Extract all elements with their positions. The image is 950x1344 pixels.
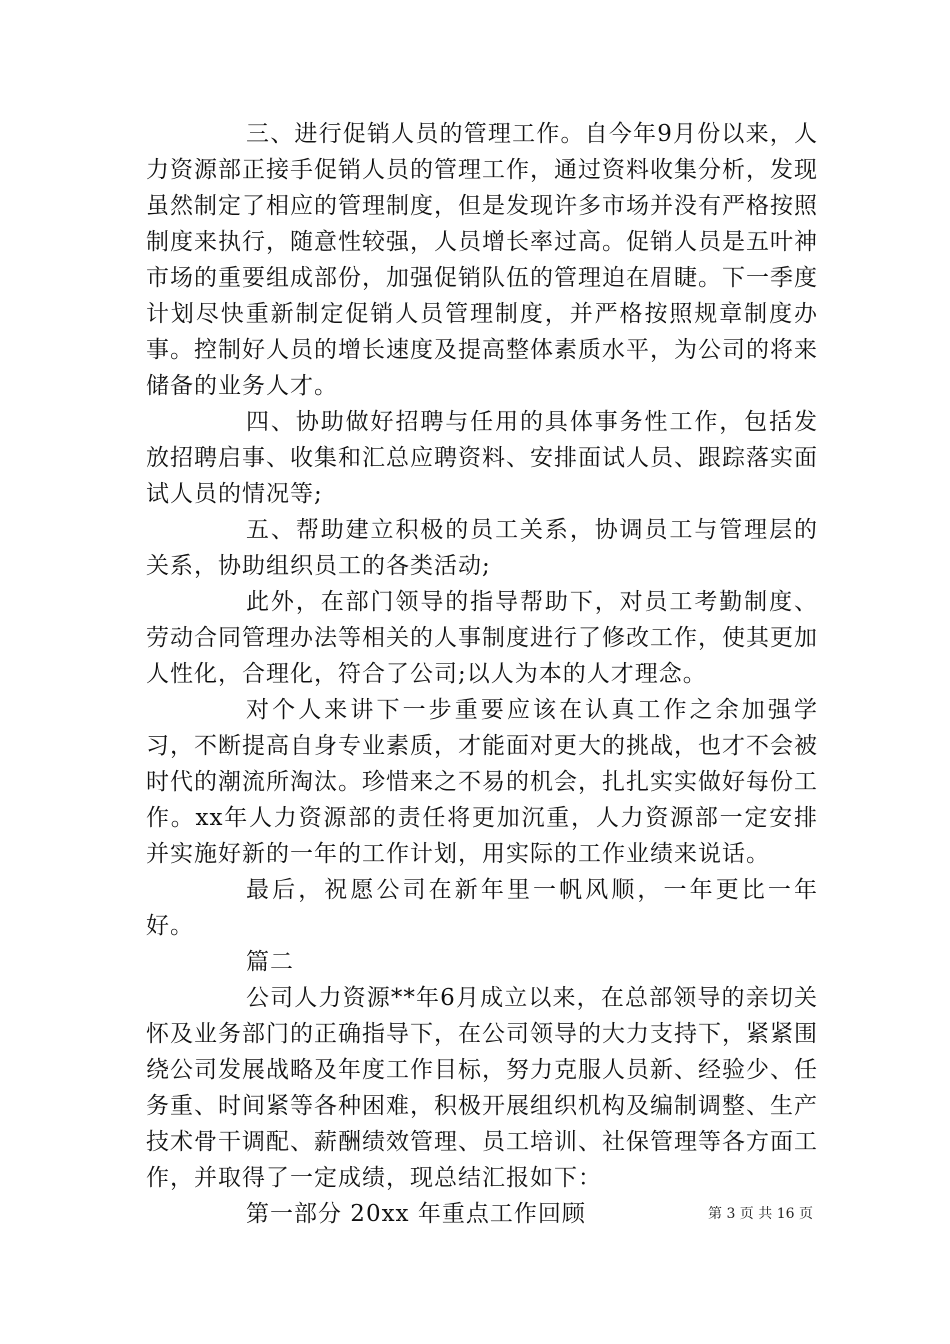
page-number-footer: 第 3 页 共 16 页 [708, 1206, 813, 1222]
paragraph-hr-intro: 公司人力资源**年6月成立以来，在总部领导的亲切关怀及业务部门的正确指导下，在公司领导的大力支持下，紧紧围绕公司发展战略及年度工作目标，努力克服人员新、经验少、任务重、时间紧等各种困难，积极开展组织机构及编制调整、生产技术骨干调配、薪酬绩效管理、员工培训、社保管理等各方面工作，并取得了一定成绩，现总结汇报如下： [146, 985, 818, 1191]
paragraph-section-4: 四、协助做好招聘与任用的具体事务性工作，包括发放招聘启事、收集和汇总应聘资料、安排面试人员、跟踪落实面试人员的情况等; [146, 409, 818, 507]
section-heading-review: 第一部分 20xx 年重点工作回顾 [246, 1201, 586, 1227]
paragraph-personal-outlook: 对个人来讲下一步重要应该在认真工作之余加强学习，不断提高自身专业素质，才能面对更大的挑战，也才不会被时代的潮流所淘汰。珍惜来之不易的机会，扎扎实实做好每份工作。xx年人力资源部的责任将更加沉重，人力资源部一定安排并实施好新的一年的工作计划，用实际的工作业绩来说话。 [146, 697, 818, 867]
paragraph-closing-wish: 最后，祝愿公司在新年里一帆风顺，一年更比一年好。 [146, 877, 818, 939]
paragraph-section-5: 五、帮助建立积极的员工关系，协调员工与管理层的关系，协助组织员工的各类活动; [146, 517, 818, 579]
document-body [146, 116, 818, 1232]
paragraph-additionally: 此外，在部门领导的指导帮助下，对员工考勤制度、劳动合同管理办法等相关的人事制度进行了修改工作，使其更加人性化，合理化，符合了公司;以人为本的人才理念。 [146, 589, 818, 687]
section-heading-part-two: 篇二 [246, 949, 294, 975]
paragraph-section-3: 三、进行促销人员的管理工作。自今年9月份以来，人力资源部正接手促销人员的管理工作，通过资料收集分析，发现虽然制定了相应的管理制度，但是发现许多市场并没有严格按照制度来执行，随意性较强，人员增长率过高。促销人员是五叶神市场的重要组成部份，加强促销队伍的管理迫在眉睫。下一季度计划尽快重新制定促销人员管理制度，并严格按照规章制度办事。控制好人员的增长速度及提高整体素质水平，为公司的将来储备的业务人才。 [146, 121, 818, 399]
